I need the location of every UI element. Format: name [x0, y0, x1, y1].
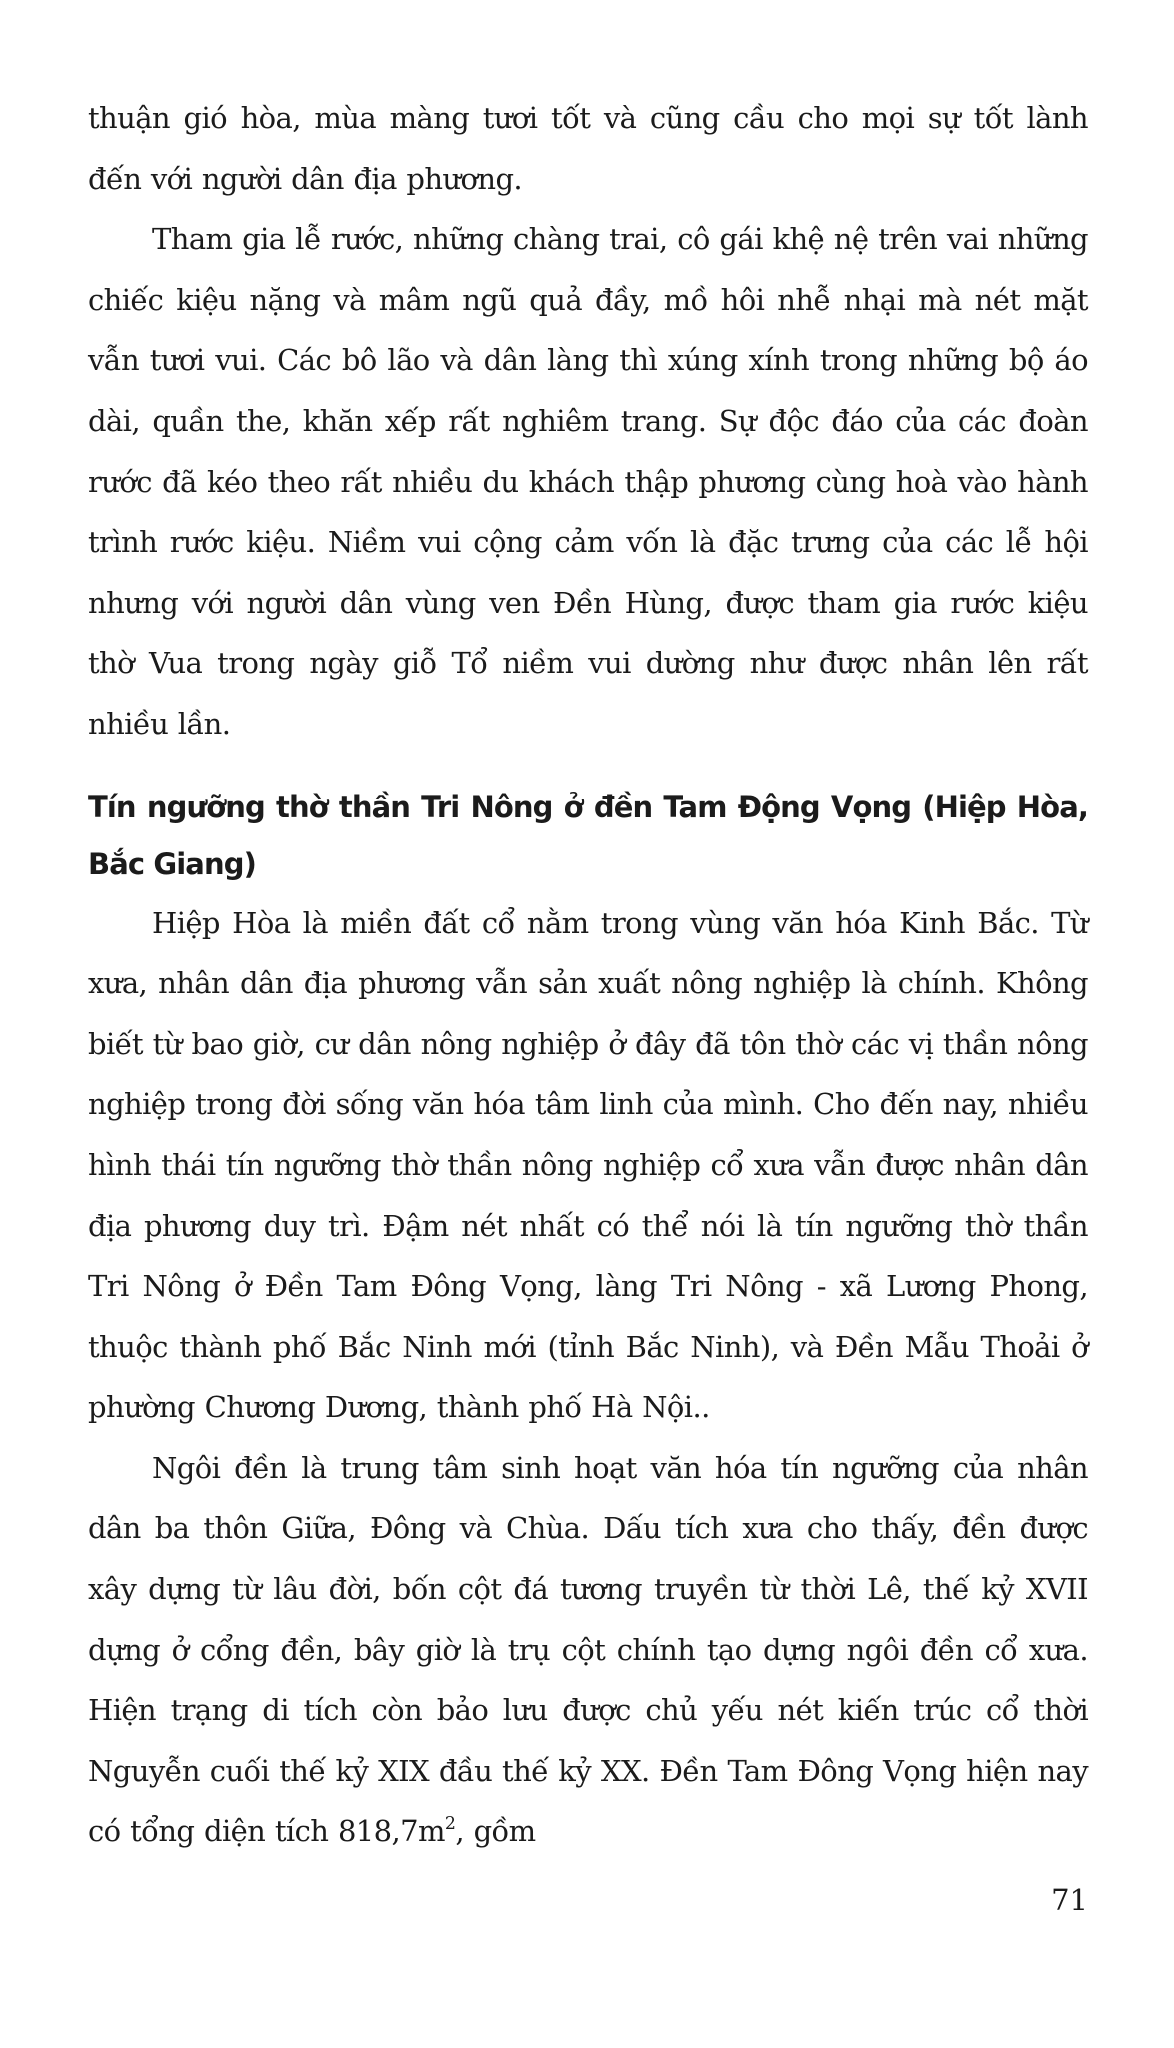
paragraph-continuation: thuận gió hòa, mùa màng tươi tốt và cũng cầu cho mọi sự tốt lành đến với người dân địa phương.	[88, 101, 1088, 196]
superscript-squared: 2	[444, 1814, 456, 1835]
paragraph-temple-tail: , gồm	[455, 1814, 536, 1849]
paragraph-hiep-hoa: Hiệp Hòa là miền đất cổ nằm trong vùng văn hóa Kinh Bắc. Từ xưa, nhân dân địa phương vẫn sản xuất nông nghiệp là chính. Không biết từ bao giờ, cư dân nông nghiệp ở đây đã tôn thờ các vị thần nông nghiệp trong đời sống văn hóa tâm linh của mình. Cho đến nay, nhiều hình thái tín ngưỡng thờ thần nông nghiệp cổ xưa vẫn được nhân dân địa phương duy trì. Đậm nét nhất có thể nói là tín ngưỡng thờ thần Tri Nông ở Đền Tam Đông Vọng, làng Tri Nông - xã Lương Phong, thuộc thành phố Bắc Ninh mới (tỉnh Bắc Ninh), và Đền Mẫu Thoải ở phường Chương Dương, thành phố Hà Nội..	[88, 905, 1088, 1425]
paragraph-procession: Tham gia lễ rước, những chàng trai, cô gái khệ nệ trên vai những chiếc kiệu nặng và mâm ngũ quả đầy, mồ hôi nhễ nhại mà nét mặt vẫn tươi vui. Các bô lão và dân làng thì xúng xính trong những bộ áo dài, quần the, khăn xếp rất nghiêm trang. Sự độc đáo của các đoàn rước đã kéo theo rất nhiều du khách thập phương cùng hoà vào hành trình rước kiệu. Niềm vui cộng cảm vốn là đặc trưng của các lễ hội nhưng với người dân vùng ven Đền Hùng, được tham gia rước kiệu thờ Vua trong ngày giỗ Tổ niềm vui dường như được nhân lên rất nhiều lần.	[88, 222, 1088, 741]
page-number: 71	[1051, 1883, 1088, 1917]
book-page	[88, 88, 1088, 1862]
section-heading: Tín ngưỡng thờ thần Tri Nông ở đền Tam Động Vọng (Hiệp Hòa, Bắc Giang)	[88, 789, 1088, 881]
paragraph-temple-text: Ngôi đền là trung tâm sinh hoạt văn hóa tín ngưỡng của nhân dân ba thôn Giữa, Đông và Chùa. Dấu tích xưa cho thấy, đền được xây dựng từ lâu đời, bốn cột đá tương truyền từ thời Lê, thế kỷ XVII dựng ở cổng đền, bây giờ là trụ cột chính tạo dựng ngôi đền cổ xưa. Hiện trạng di tích còn bảo lưu được chủ yếu nét kiến trúc cổ thời Nguyễn cuối thế kỷ XIX đầu thế kỷ XX. Đền Tam Đông Vọng hiện nay có tổng diện tích 818,7m	[88, 1450, 1088, 1849]
paragraph-temple	[88, 1438, 1088, 1862]
